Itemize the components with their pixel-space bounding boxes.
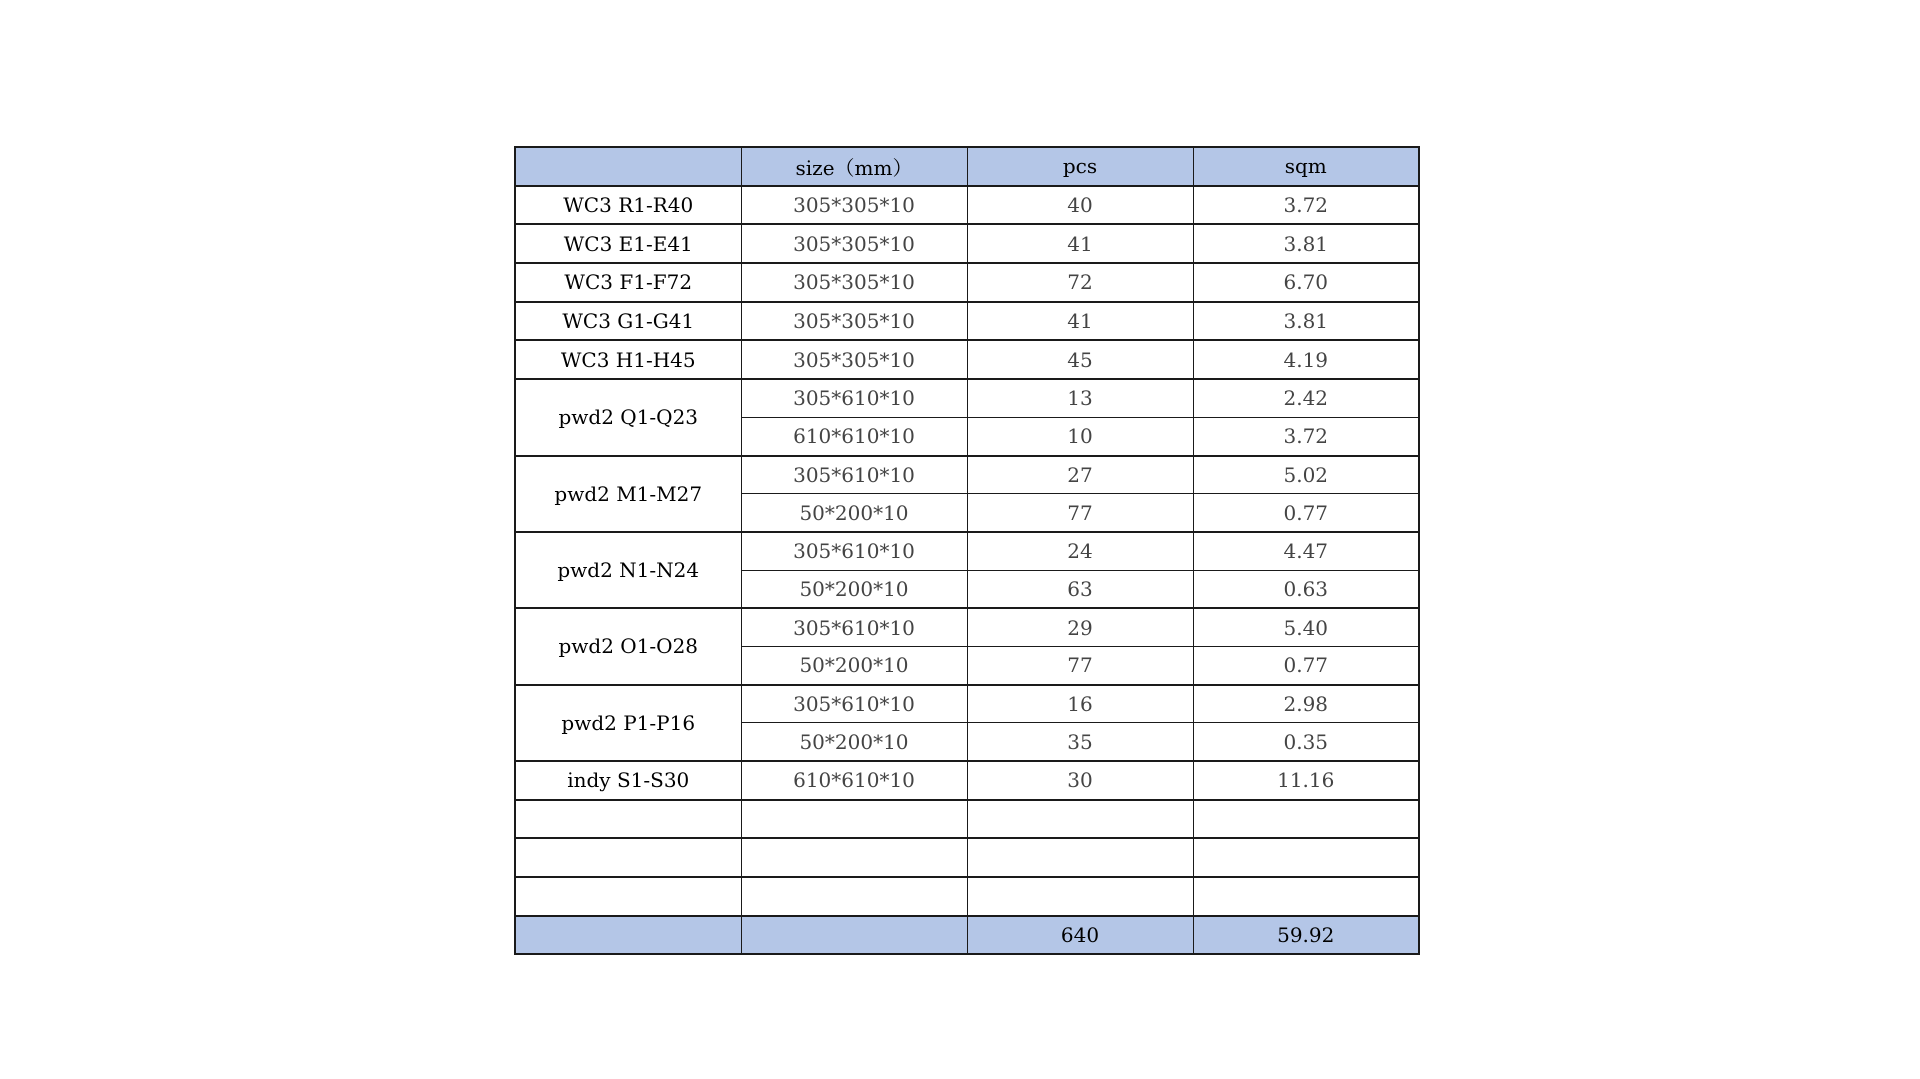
- group-name-cell: WC3 H1-H45: [515, 340, 741, 379]
- empty-cell: [515, 877, 741, 916]
- header-size-cell: size（mm）: [741, 147, 967, 186]
- sqm-cell: 3.72: [1193, 186, 1419, 225]
- size-cell: 305*305*10: [741, 340, 967, 379]
- pcs-cell: 10: [967, 417, 1193, 455]
- pcs-cell: 40: [967, 186, 1193, 225]
- group-name-cell: pwd2 P1-P16: [515, 685, 741, 761]
- size-cell: 305*610*10: [741, 608, 967, 646]
- total-pcs-cell: 640: [967, 916, 1193, 955]
- sqm-cell: 0.63: [1193, 570, 1419, 608]
- pcs-cell: 27: [967, 456, 1193, 494]
- empty-cell: [967, 800, 1193, 839]
- table-row: [515, 186, 1419, 225]
- total-label-cell: [515, 916, 741, 955]
- pcs-cell: 13: [967, 379, 1193, 417]
- empty-row: [515, 800, 1419, 839]
- size-cell: 50*200*10: [741, 570, 967, 608]
- empty-row: [515, 877, 1419, 916]
- group-name-cell: pwd2 Q1-Q23: [515, 379, 741, 455]
- sqm-cell: 6.70: [1193, 263, 1419, 302]
- header-pcs-cell: pcs: [967, 147, 1193, 186]
- sqm-cell: 3.81: [1193, 302, 1419, 341]
- empty-cell: [741, 877, 967, 916]
- table-row: [515, 608, 1419, 646]
- sqm-cell: 5.02: [1193, 456, 1419, 494]
- table-row: [515, 685, 1419, 723]
- sqm-cell: 4.47: [1193, 532, 1419, 570]
- empty-cell: [967, 838, 1193, 877]
- group-name-cell: pwd2 O1-O28: [515, 608, 741, 684]
- empty-cell: [741, 800, 967, 839]
- empty-cell: [515, 800, 741, 839]
- pcs-cell: 45: [967, 340, 1193, 379]
- empty-cell: [1193, 800, 1419, 839]
- table-row: [515, 456, 1419, 494]
- header-label-cell: [515, 147, 741, 186]
- size-cell: 305*610*10: [741, 456, 967, 494]
- table-row: [515, 379, 1419, 417]
- header-row: [515, 147, 1419, 186]
- pcs-cell: 77: [967, 494, 1193, 532]
- empty-cell: [515, 838, 741, 877]
- size-cell: 305*305*10: [741, 263, 967, 302]
- table-row: [515, 224, 1419, 263]
- sqm-cell: 3.81: [1193, 224, 1419, 263]
- size-cell: 305*610*10: [741, 379, 967, 417]
- group-name-cell: WC3 E1-E41: [515, 224, 741, 263]
- sqm-cell: 0.77: [1193, 494, 1419, 532]
- size-cell: 50*200*10: [741, 494, 967, 532]
- table-row: [515, 532, 1419, 570]
- sqm-cell: 11.16: [1193, 761, 1419, 800]
- size-cell: 50*200*10: [741, 646, 967, 684]
- table-row: [515, 761, 1419, 800]
- table-row: [515, 302, 1419, 341]
- sqm-cell: 0.35: [1193, 723, 1419, 761]
- group-name-cell: indy S1-S30: [515, 761, 741, 800]
- pcs-cell: 72: [967, 263, 1193, 302]
- group-name-cell: WC3 F1-F72: [515, 263, 741, 302]
- pcs-cell: 24: [967, 532, 1193, 570]
- pcs-cell: 30: [967, 761, 1193, 800]
- size-cell: 610*610*10: [741, 761, 967, 800]
- size-cell: 610*610*10: [741, 417, 967, 455]
- tile-quantity-table: [514, 146, 1420, 955]
- sqm-cell: 5.40: [1193, 608, 1419, 646]
- group-name-cell: WC3 G1-G41: [515, 302, 741, 341]
- sqm-cell: 3.72: [1193, 417, 1419, 455]
- table-row: [515, 340, 1419, 379]
- group-name-cell: pwd2 M1-M27: [515, 456, 741, 532]
- sqm-cell: 0.77: [1193, 646, 1419, 684]
- pcs-cell: 29: [967, 608, 1193, 646]
- size-cell: 305*610*10: [741, 532, 967, 570]
- size-cell: 305*305*10: [741, 224, 967, 263]
- group-name-cell: WC3 R1-R40: [515, 186, 741, 225]
- sqm-cell: 2.98: [1193, 685, 1419, 723]
- total-sqm-cell: 59.92: [1193, 916, 1419, 955]
- size-cell: 305*305*10: [741, 302, 967, 341]
- pcs-cell: 41: [967, 224, 1193, 263]
- sqm-cell: 4.19: [1193, 340, 1419, 379]
- size-cell: 50*200*10: [741, 723, 967, 761]
- sqm-cell: 2.42: [1193, 379, 1419, 417]
- empty-row: [515, 838, 1419, 877]
- empty-cell: [967, 877, 1193, 916]
- pcs-cell: 16: [967, 685, 1193, 723]
- table-row: [515, 263, 1419, 302]
- empty-cell: [1193, 877, 1419, 916]
- total-size-cell: [741, 916, 967, 955]
- empty-cell: [741, 838, 967, 877]
- group-name-cell: pwd2 N1-N24: [515, 532, 741, 608]
- pcs-cell: 77: [967, 646, 1193, 684]
- pcs-cell: 63: [967, 570, 1193, 608]
- pcs-cell: 35: [967, 723, 1193, 761]
- header-sqm-cell: sqm: [1193, 147, 1419, 186]
- total-row: [515, 916, 1419, 955]
- empty-cell: [1193, 838, 1419, 877]
- pcs-cell: 41: [967, 302, 1193, 341]
- size-cell: 305*610*10: [741, 685, 967, 723]
- size-cell: 305*305*10: [741, 186, 967, 225]
